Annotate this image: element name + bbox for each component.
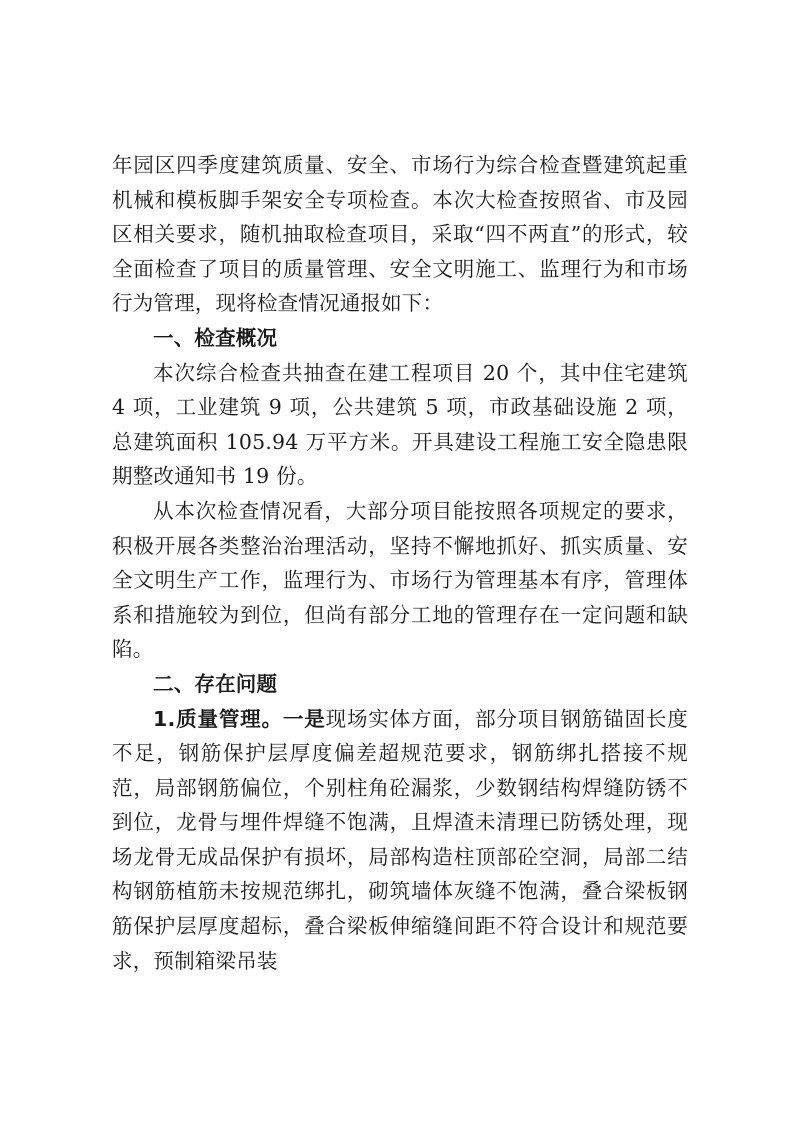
quality-lead-label: 1.质量管理。 — [153, 706, 283, 731]
summary-paragraph: 从本次检查情况看，大部分项目能按照各项规定的要求，积极开展各类整治治理活动，坚持不懈地抓好、抓实质量、安全文明生产工作，监理行为、市场行为管理基本有序，管理体系和措施较为到位，但尚有部分工地的管理存在一定问题和缺陷。 — [112, 498, 688, 662]
section-heading-overview: 一、检查概况 — [153, 325, 278, 350]
quality-paragraph — [112, 702, 688, 979]
quality-text: 现场实体方面，部分项目钢筋锚固长度不足，钢筋保护层厚度偏差超规范要求，钢筋绑扎搭接不规范，局部钢筋偏位，个别柱角砼漏浆，少数钢结构焊缝防锈不到位，龙骨与埋件焊缝不饱满，且焊渣未清理已防锈处理，现场龙骨无成品保护有损坏，局部构造柱顶部砼空洞，局部二结构钢筋植筋未按规范绑扎，砌筑墙体灰缝不饱满，叠合梁板钢筋保护层厚度超标，叠合梁板伸缩缝间距不符合设计和规范要求，预制箱梁吊装 — [112, 706, 688, 973]
quality-first-label: 一是 — [282, 706, 326, 731]
section-heading-problems: 二、存在问题 — [153, 671, 278, 696]
intro-paragraph: 年园区四季度建筑质量、安全、市场行为综合检查暨建筑起重机械和模板脚手架安全专项检查。本次大检查按照省、市及园区相关要求，随机抽取检查项目，采取“四不两直”的形式，较全面检查了项目的质量管理、安全文明施工、监理行为和市场行为管理，现将检查情况通报如下： — [112, 153, 688, 316]
overview-paragraph: 本次综合检查共抽查在建工程项目 20 个，其中住宅建筑 4 项，工业建筑 9 项，公共建筑 5 项，市政基础设施 2 项，总建筑面积 105.94 万平方米。开具建设工程施工安全隐患限期整改通知书 19 份。 — [112, 360, 688, 489]
document-body — [112, 148, 688, 978]
